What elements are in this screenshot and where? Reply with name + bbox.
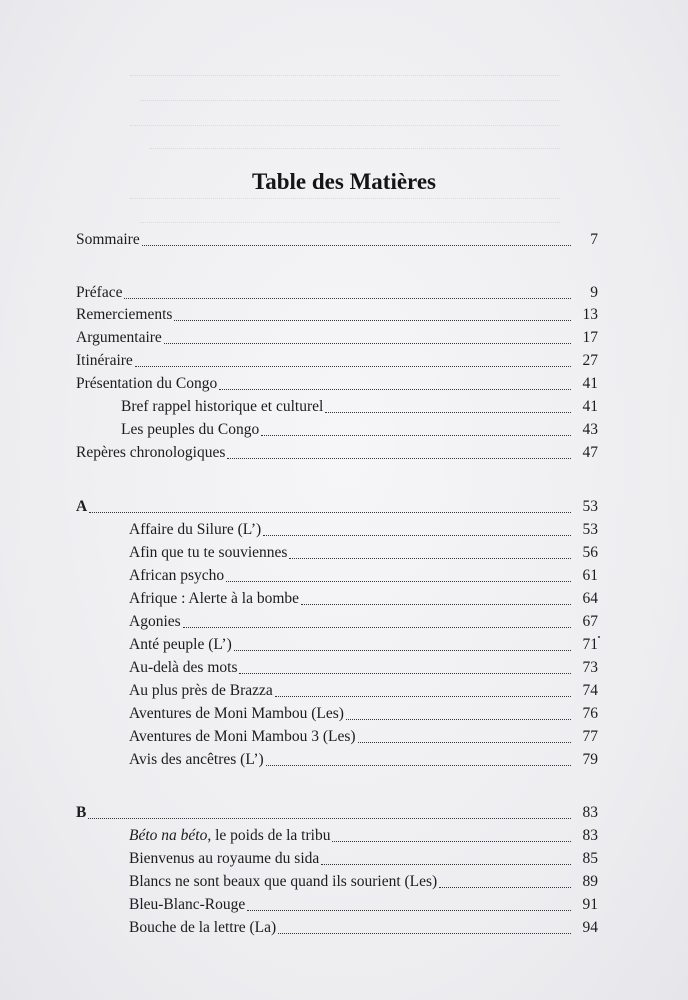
toc-entry-sommaire[interactable] xyxy=(76,228,598,250)
leader-dots xyxy=(226,581,571,582)
toc-entry-page: 41 xyxy=(582,398,598,415)
toc-entry-a-1[interactable] xyxy=(76,518,598,540)
section-letter: B xyxy=(76,804,87,821)
toc-entry-label: Aventures de Moni Mambou (Les) xyxy=(129,705,344,722)
leader-dots xyxy=(439,887,571,888)
toc-entry-page: 41 xyxy=(582,375,598,392)
toc-entry-label: Bleu-Blanc-Rouge xyxy=(129,896,246,913)
toc-entry-label: Présentation du Congo xyxy=(76,375,218,392)
toc-entry-label xyxy=(129,826,330,846)
leader-dots xyxy=(124,298,571,299)
leader-dots xyxy=(183,627,571,628)
leader-dots xyxy=(234,650,571,651)
toc-entry-page: 76 xyxy=(582,705,598,722)
leader-dots xyxy=(227,458,571,459)
leader-dots xyxy=(135,366,571,367)
toc-entry-label: Blancs ne sont beaux que quand ils sourient (Les) xyxy=(129,873,438,890)
leader-dots xyxy=(332,841,571,842)
toc-entry-b-2[interactable] xyxy=(76,847,598,869)
leader-dots xyxy=(325,412,571,413)
toc-entry-a-2[interactable] xyxy=(76,541,598,563)
toc-entry-label: Avis des ancêtres (L’) xyxy=(129,751,264,768)
leader-dots xyxy=(289,558,571,559)
toc-entry-a-11[interactable] xyxy=(76,748,598,770)
toc-entry-a-4[interactable] xyxy=(76,587,598,609)
toc-entry-label: Afin que tu te souviennes xyxy=(129,544,288,561)
leader-dots xyxy=(346,719,571,720)
toc-entry-label: Affaire du Silure (L’) xyxy=(129,521,262,538)
leader-dots xyxy=(89,512,571,513)
toc-entry-label: African psycho xyxy=(129,567,225,584)
toc-entry-page: 56 xyxy=(582,544,598,561)
leader-dots xyxy=(164,343,571,344)
toc-entry-page: 85 xyxy=(582,850,598,867)
leader-dots xyxy=(142,245,571,246)
toc-entry-page: 7 xyxy=(590,231,598,248)
toc-entry-label: Au-delà des mots xyxy=(129,659,238,676)
toc-entry-page: 61 xyxy=(582,567,598,584)
toc-entry-itineraire[interactable] xyxy=(76,349,598,371)
toc-entry-page: 53 xyxy=(582,498,598,515)
toc-entry-label: Bouche de la lettre (La) xyxy=(129,919,277,936)
toc-entry-label: Sommaire xyxy=(76,231,140,248)
leader-dots xyxy=(239,673,571,674)
leader-dots xyxy=(88,818,571,819)
toc-entry-reperes[interactable] xyxy=(76,441,598,463)
toc-entry-a-9[interactable] xyxy=(76,702,598,724)
toc-entry-a-5[interactable] xyxy=(76,610,598,632)
toc-section-a[interactable] xyxy=(76,495,598,517)
toc-entry-bref-rappel[interactable] xyxy=(76,395,598,417)
toc-entry-a-6[interactable] xyxy=(76,633,598,655)
page-title: Table des Matières xyxy=(252,169,436,195)
toc-entry-page: 94 xyxy=(582,919,598,936)
toc-entry-label: Les peuples du Congo xyxy=(121,421,260,438)
toc-entry-label: Afrique : Alerte à la bombe xyxy=(129,590,300,607)
toc-entry-page: 74 xyxy=(582,682,598,699)
toc-entry-label: Itinéraire xyxy=(76,352,133,369)
toc-entry-label: Remerciements xyxy=(76,306,173,323)
toc-entry-label: Aventures de Moni Mambou 3 (Les) xyxy=(129,728,356,745)
toc-entry-label: Agonies xyxy=(129,613,181,630)
toc-entry-peuples-congo[interactable] xyxy=(76,418,598,440)
show-through-line xyxy=(130,125,560,127)
toc-entry-page: 77 xyxy=(582,728,598,745)
toc-section-b[interactable] xyxy=(76,801,598,823)
toc-entry-label: Repères chronologiques xyxy=(76,444,226,461)
toc-entry-preface[interactable] xyxy=(76,281,598,303)
leader-dots xyxy=(266,765,571,766)
toc-entry-page: 53 xyxy=(582,521,598,538)
show-through-line xyxy=(140,222,560,224)
leader-dots xyxy=(219,389,571,390)
toc-entry-label: Anté peuple (L’) xyxy=(129,636,232,653)
toc-entry-b-3[interactable] xyxy=(76,870,598,892)
toc-entry-page: 17 xyxy=(582,329,598,346)
leader-dots xyxy=(301,604,571,605)
toc-entry-page: 71 xyxy=(582,636,598,653)
toc-entry-a-8[interactable] xyxy=(76,679,598,701)
show-through-line xyxy=(140,100,560,102)
toc-entry-page: 79 xyxy=(582,751,598,768)
toc-entry-page: 83 xyxy=(582,827,598,844)
toc-entry-page: 9 xyxy=(590,284,598,301)
toc-entry-a-3[interactable] xyxy=(76,564,598,586)
leader-dots xyxy=(275,696,571,697)
toc-entry-page: 13 xyxy=(582,306,598,323)
leader-dots xyxy=(174,320,571,321)
toc-entry-a-7[interactable] xyxy=(76,656,598,678)
leader-dots xyxy=(247,910,571,911)
toc-entry-page: 67 xyxy=(582,613,598,630)
toc-entry-page: 89 xyxy=(582,873,598,890)
toc-entry-page: 43 xyxy=(582,421,598,438)
leader-dots xyxy=(263,535,571,536)
toc-entry-label: Préface xyxy=(76,284,123,301)
toc-entry-page: 83 xyxy=(582,804,598,821)
toc-entry-b-5[interactable] xyxy=(76,916,598,938)
leader-dots xyxy=(358,742,571,743)
leader-dots xyxy=(261,435,571,436)
toc-entry-page: 27 xyxy=(582,352,598,369)
toc-entry-presentation-congo[interactable] xyxy=(76,372,598,394)
leader-dots xyxy=(278,933,571,934)
toc-entry-b-1[interactable] xyxy=(76,824,598,846)
toc-entry-page: 64 xyxy=(582,590,598,607)
title-rest: , le poids de la tribu xyxy=(207,827,331,844)
toc-entry-label: Bienvenus au royaume du sida xyxy=(129,850,320,867)
show-through-line xyxy=(130,198,560,200)
section-letter: A xyxy=(76,498,88,515)
leader-dots xyxy=(321,864,571,865)
toc-entry-page: 91 xyxy=(582,896,598,913)
italic-title: Béto na béto xyxy=(129,827,208,844)
toc-entry-page: 47 xyxy=(582,444,598,461)
toc-entry-b-4[interactable] xyxy=(76,893,598,915)
toc-entry-label: Bref rappel historique et culturel xyxy=(121,398,324,415)
toc-entry-page: 73 xyxy=(582,659,598,676)
toc-entry-label: Au plus près de Brazza xyxy=(129,682,273,699)
toc-entry-argumentaire[interactable] xyxy=(76,326,598,348)
toc-entry-a-10[interactable] xyxy=(76,725,598,747)
show-through-line xyxy=(150,148,560,150)
toc-entry-remerciements[interactable] xyxy=(76,303,598,325)
show-through-line xyxy=(130,75,560,77)
toc-entry-label: Argumentaire xyxy=(76,329,162,346)
stray-mark xyxy=(598,636,600,638)
